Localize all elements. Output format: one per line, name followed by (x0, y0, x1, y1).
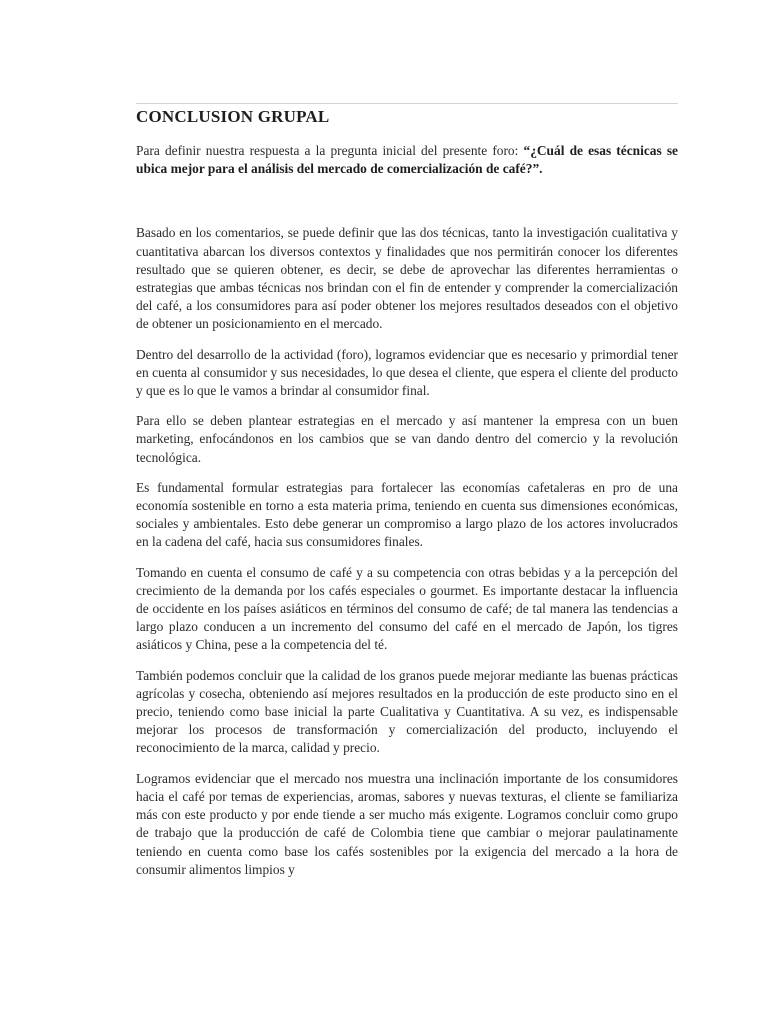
paragraph-3: Para ello se deben plantear estrategias en el mercado y así mantener la empresa con un buen marketing, enfocándonos en los cambios que se van dando dentro del comercio y la revolución tecnológica. (136, 413, 678, 465)
paragraph-5: Tomando en cuenta el consumo de café y a su competencia con otras bebidas y a la percepción del crecimiento de la demanda por los cafés especiales o gourmet. Es importante destacar la influencia de occidente en los países asiáticos en términos del consumo de café; de tal manera las tendencias a largo plazo conducen a un incremento del consumo del café en el mercado de Japón, los tigres asiáticos y China, pese a la competencia del té. (136, 564, 678, 653)
paragraph-7: Logramos evidenciar que el mercado nos muestra una inclinación importante de los consumidores hacia el café por temas de experiencias, aromas, sabores y nuevas texturas, el cliente se familiariza más con este producto y por ende tiende a ser mucho más exigente. Logramos concluir como grupo de trabajo que la producción de café de Colombia tiene que cambiar o mejorar paulatinamente teniendo en cuenta como base los cafés sostenibles por la exigencia del mercado a la hora de consumir alimentos limpios y (136, 770, 678, 877)
document-content (136, 106, 678, 891)
top-divider (136, 103, 678, 104)
paragraph-1: Basado en los comentarios, se puede definir que las dos técnicas, tanto la investigación cualitativa y cuantitativa abarcan los diversos contextos y finalidades que nos permitirán conocer los diferentes resultado que se quieren obtener, es decir, se debe de aprovechar las diferentes herramientas o estrategias que ambas técnicas nos brindan con el fin de entender y comprender la comercialización del café, a los consumidores para así poder obtener los mejores resultados deseados con el objetivo de obtener un posicionamiento en el mercado. (136, 225, 678, 332)
paragraph-2: Dentro del desarrollo de la actividad (foro), logramos evidenciar que es necesario y primordial tener en cuenta al consumidor y sus necesidades, lo que desea el cliente, que espera el cliente del producto y que es lo que le vamos a brindar al consumidor final. (136, 346, 678, 399)
paragraph-4: Es fundamental formular estrategias para fortalecer las economías cafetaleras en pro de una economía sostenible en torno a esta materia prima, teniendo en cuenta sus dimensiones económicas, sociales y ambientales. Esto debe generar un compromiso a largo plazo de los actores involucrados en la cadena del café, hacia sus consumidores finales. (136, 479, 678, 550)
document-title: CONCLUSION GRUPAL (136, 107, 330, 126)
paragraph-6: También podemos concluir que la calidad de los granos puede mejorar mediante las buenas prácticas agrícolas y cosecha, obteniendo así mejores resultados en la producción de este producto sino en el precio, teniendo como base inicial la parte Cualitativa y Cuantitativa. A su vez, es indispensable mejorar los procesos de transformación y comercialización del producto, incluyendo el reconocimiento de la marca, calidad y precio. (136, 667, 678, 756)
intro-lead: Para definir nuestra respuesta a la pregunta inicial del presente foro: (136, 143, 524, 158)
intro-paragraph (136, 142, 678, 178)
intro-question: “¿Cuál de esas técnicas se ubica mejor para el análisis del mercado de comercialización de café?”. (136, 143, 678, 177)
